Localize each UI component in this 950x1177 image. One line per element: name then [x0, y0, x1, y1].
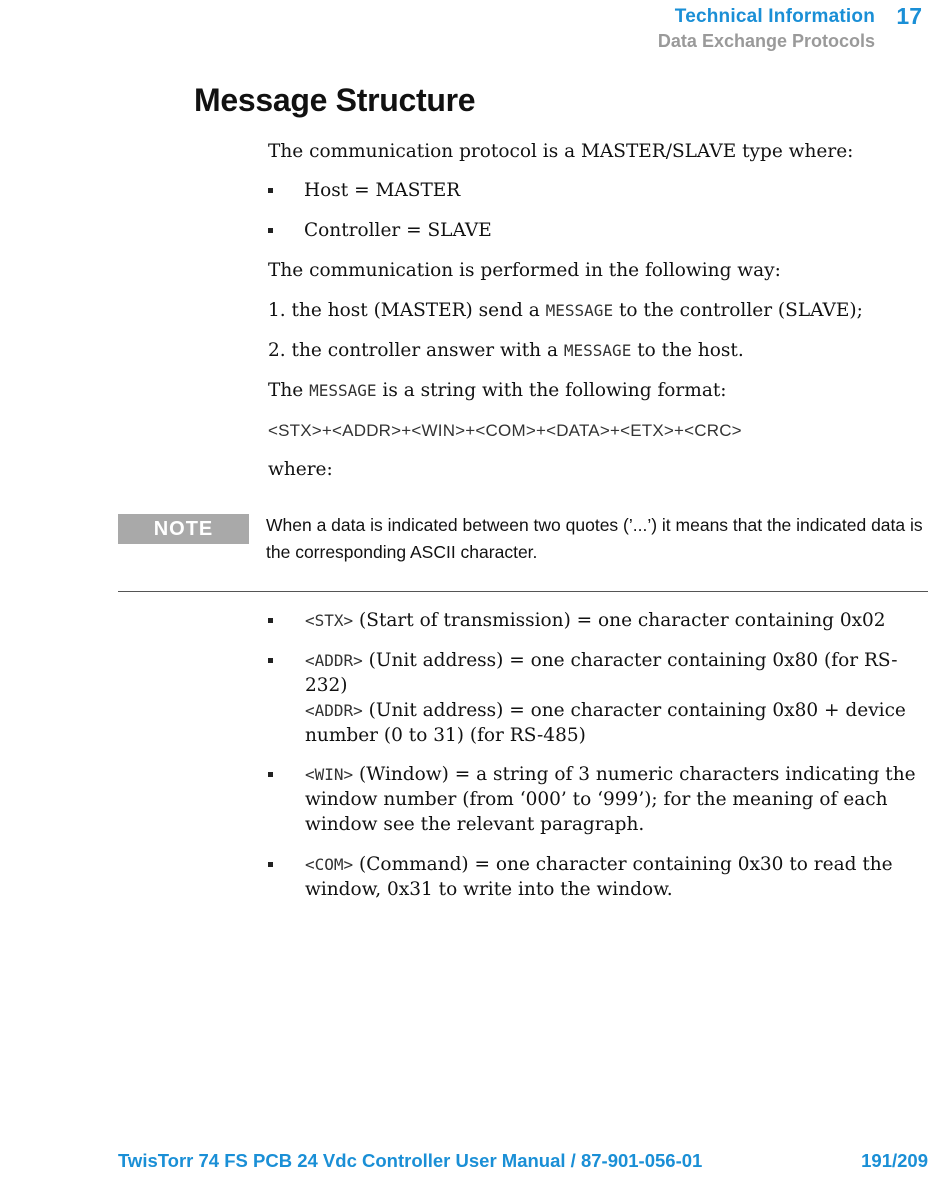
- intro-paragraph: The communication protocol is a MASTER/SLAVE type where:: [268, 141, 854, 162]
- message-format: <STX>+<ADDR>+<WIN>+<COM>+<DATA>+<ETX>+<CRC>: [268, 421, 742, 440]
- bullet-icon: [268, 862, 273, 867]
- format-intro: [268, 378, 727, 404]
- def-stx-text: [305, 608, 930, 633]
- def-com-text: [305, 852, 930, 902]
- header-chapter-number: 17: [896, 3, 922, 29]
- footer-page-number: 191/209: [861, 1150, 928, 1171]
- bullet-icon: [268, 772, 273, 777]
- role-text: Host = MASTER: [304, 180, 461, 201]
- page-title: Message Structure: [194, 82, 476, 118]
- way-paragraph: The communication is performed in the following way:: [268, 260, 781, 281]
- where-label: where:: [268, 459, 333, 480]
- def-addr-line-rs485: [305, 698, 930, 748]
- footer-manual-title: TwisTorr 74 FS PCB 24 Vdc Controller User Manual / 87-901-056-01: [118, 1150, 703, 1171]
- def-addr-text: [305, 648, 930, 748]
- def-addr-desc: (Unit address) = one character containing 0x80 + device number (0 to 31) (for RS-485): [305, 700, 906, 746]
- def-addr-code: <ADDR>: [305, 701, 363, 720]
- def-com-desc: (Command) = one character containing 0x30 to read the window, 0x31 to write into the window.: [305, 854, 893, 900]
- step-2: [268, 338, 744, 364]
- def-stx-desc: (Start of transmission) = one character containing 0x02: [353, 610, 886, 631]
- def-com-code: <COM>: [305, 855, 354, 874]
- header-subsection-title: Data Exchange Protocols: [657, 31, 875, 51]
- bullet-icon: [268, 618, 273, 623]
- note-text: When a data is indicated between two quotes (’...’) it means that the indicated data is the corresponding ASCII character.: [266, 515, 923, 562]
- def-addr-line-rs232: [305, 648, 930, 698]
- def-addr-desc: (Unit address) = one character containing 0x80 (for RS-232): [305, 650, 898, 696]
- step-1-code: MESSAGE: [545, 301, 614, 320]
- step-2-post: to the host.: [631, 340, 744, 361]
- def-win-text: [305, 762, 930, 837]
- format-intro-pre: The: [268, 380, 310, 401]
- format-intro-post: is a string with the following format:: [376, 380, 727, 401]
- step-2-pre: 2. the controller answer with a: [268, 340, 564, 361]
- header-section-title: Technical Information: [674, 6, 875, 27]
- def-stx-code: <STX>: [305, 611, 354, 630]
- note-divider: [118, 591, 928, 592]
- bullet-icon: [268, 658, 273, 663]
- role-text: Controller = SLAVE: [304, 220, 492, 241]
- step-1-pre: 1. the host (MASTER) send a: [268, 300, 546, 321]
- bullet-icon: [268, 228, 273, 233]
- def-addr-code: <ADDR>: [305, 651, 363, 670]
- def-win-desc: (Window) = a string of 3 numeric characters indicating the window number (from ‘000’ to ‘999’); for the meaning of each window see the relevant paragraph.: [305, 764, 916, 835]
- step-2-code: MESSAGE: [563, 341, 632, 360]
- def-win-code: <WIN>: [305, 765, 354, 784]
- note-badge: NOTE: [118, 514, 249, 544]
- step-1: [268, 298, 863, 324]
- bullet-icon: [268, 188, 273, 193]
- format-intro-code: MESSAGE: [309, 381, 377, 400]
- step-1-post: to the controller (SLAVE);: [613, 300, 863, 321]
